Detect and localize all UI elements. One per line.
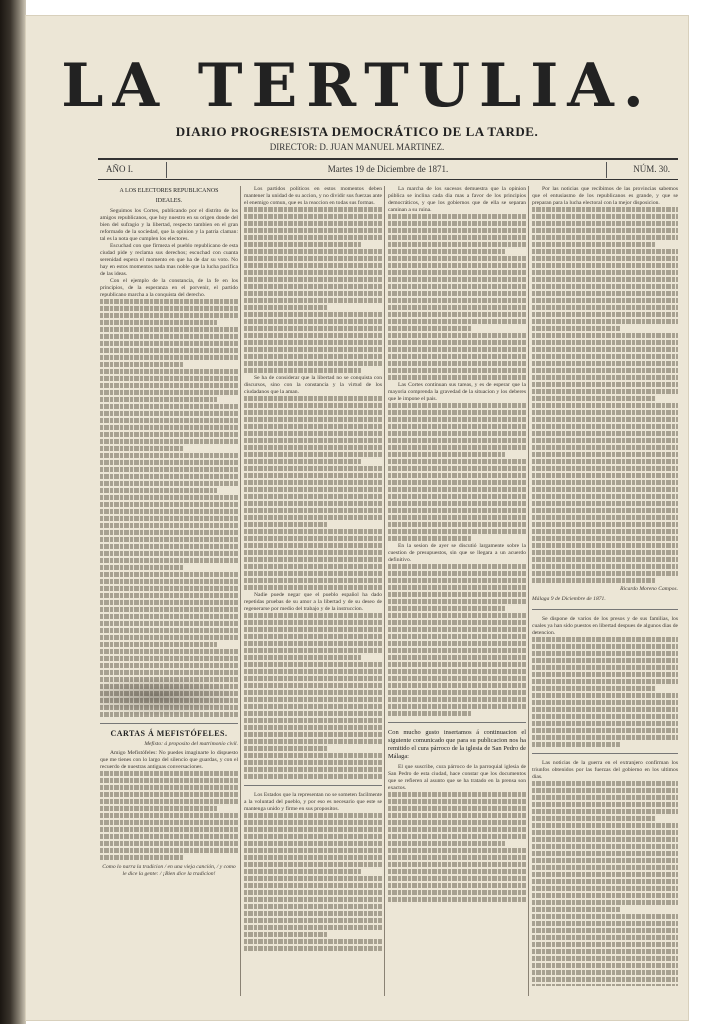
illegible-text-block <box>388 403 526 541</box>
section-divider <box>532 753 678 754</box>
info-separator <box>606 162 607 178</box>
article-paragraph: El que suscribe, cura párroco de la parroquial iglesia de San Pedro de esta ciudad, hace constar que los documentos que se refieren al asunto que se ha tratado en la prensa son exactos. <box>388 764 526 791</box>
communique-heading: Con mucho gusto insertamos á continuacion el siguiente comunicado que para su publicacion nos ha remitido el cura párroco de la iglesia de San Pedro de Málaga: <box>388 729 526 760</box>
article-paragraph: Los Estados que la representan no se someten facilmente a la voluntad del pueblo, y por eso es necesario que este se mantenga unido y firme en sus propositos. <box>244 792 382 812</box>
illegible-text-block <box>244 813 382 951</box>
article-column-4 <box>532 186 678 986</box>
illegible-text-block <box>388 792 526 902</box>
article-subheading: IDEALES. <box>155 198 183 204</box>
article-paragraph: La marcha de los sucesos demuestra que la opinion pública se inclina cada dia mas a favor de los principios democráticos, y que los gobiernos que de ella se separan caminan a su ruina. <box>388 186 526 213</box>
issue-year: AÑO I. <box>106 164 133 174</box>
section-divider <box>388 722 526 723</box>
illegible-text-block <box>100 299 238 717</box>
article-paragraph: En la sesion de ayer se discutió largamente sobre la cuestion de presupuestos, sin que se llegara a un acuerdo definitivo. <box>388 543 526 563</box>
article-paragraph: Nadie puede negar que el pueblo español ha dado repetidas pruebas de su amor a la libertad y de su deseo de regenerarse por medio del trabajo y de la instruccion. <box>244 592 382 612</box>
letters-dedication: Mefisto: á proposito del matrimonio civil. <box>144 741 238 747</box>
masthead-title: LA TERTULIA. <box>61 51 653 121</box>
illegible-text-block <box>532 781 678 986</box>
ink-stain <box>100 676 240 716</box>
article-paragraph: Con el ejemplo de la constancia, de la fe en los principios, de la esperanza en el porvenir, el partido republicano marcha a la conquista del derecho. <box>100 278 238 298</box>
dateline: Málaga 9 de Diciembre de 1871. <box>532 596 606 602</box>
illegible-text-block <box>100 771 238 860</box>
column-rule <box>528 186 529 996</box>
column-rule <box>384 186 385 996</box>
article-paragraph: Se dispone de varios de los presos y de sus familias, los cuales ya han sido puestos en libertad despues de algunos dias de detencion. <box>532 616 678 636</box>
article-paragraph: Los partidos políticos en estos momentos deben mantener la unidad de su accion, y no dividir sus fuerzas ante el enemigo comun, que es la reaccion en todas sus formas. <box>244 186 382 206</box>
article-column-2 <box>244 186 382 986</box>
illegible-text-block <box>532 637 678 747</box>
article-column-1 <box>100 186 238 986</box>
newspaper-page <box>26 16 688 1020</box>
illegible-text-block <box>532 207 678 583</box>
issue-number: NÚM. 30. <box>633 164 670 174</box>
issue-info-bar <box>98 162 678 178</box>
book-binding <box>0 0 26 1024</box>
illegible-text-block <box>244 396 382 590</box>
article-paragraph: Seguimos los Cortes, publicando por el distrito de los amigos republicanos, que hoy nuestro en su origen donde del bien del sufragio y la libertad, respecto tambien en el gran reformado de la sociedad, que la opinion y la patria claman: tal es la nota que cumplen los electores. <box>100 208 238 242</box>
article-paragraph: Amigo Mefistófeles: No puedes imaginarte lo dispuesto que me tienes con lo largo del silencio que guardas, y con el recuerdo de nuestras antiguas conversaciones. <box>100 750 238 770</box>
article-paragraph: Las noticias de la guerra en el extranjero confirman los triunfos obtenidos por las fuerzas del gobierno en los ultimos dias. <box>532 760 678 780</box>
article-paragraph: Las Cortes continuan sus tareas, y es de esperar que la mayoria comprenda la gravedad de la situacion y los deberes que le impone el pais. <box>388 382 526 402</box>
illegible-text-block <box>244 207 382 373</box>
header-rule-bottom <box>98 179 678 180</box>
section-divider <box>532 609 678 610</box>
illegible-text-block <box>388 214 526 380</box>
article-column-3 <box>388 186 526 986</box>
section-divider <box>100 723 238 724</box>
illegible-text-block <box>244 613 382 779</box>
info-separator <box>166 162 167 178</box>
issue-date: Martes 19 de Diciembre de 1871. <box>327 164 449 174</box>
illegible-text-block <box>388 564 526 716</box>
article-paragraph: Por las noticias que recibimos de las provincias sabemos que el entusiasmo de los republicanos es grande, y que se preparan para la lucha electoral con la mejor disposicion. <box>532 186 678 206</box>
header-rule-top <box>98 158 678 160</box>
masthead-director: DIRECTOR: D. JUAN MANUEL MARTINEZ. <box>269 142 445 152</box>
signature: Ricardo Moreno Campos. <box>620 586 678 592</box>
letters-heading: CARTAS Á MEFISTÓFELES. <box>110 729 228 738</box>
column-rule <box>240 186 241 996</box>
article-paragraph: Escuchad con que firmeza el pueblo republicano de esta ciudad pide y reclama sus derechos; escuchad con cuanta serenidad espera el momento en que ha de dar su voto. No hay en estos momentos nada mas noble que la lucha pacifica de las ideas. <box>100 243 238 277</box>
verse: Como lo narra la tradicion / en una vieja canción, / y como le dice la gente: / ¡Bien dice la tradicion! <box>102 864 236 877</box>
article-paragraph: Se ha de considerar que la libertad no se conquista con discursos, sino con la constancia y la virtud de los ciudadanos que la aman. <box>244 375 382 395</box>
article-heading: A LOS ELECTORES REPUBLICANOS <box>119 188 219 194</box>
section-divider <box>244 785 382 786</box>
masthead-subtitle: DIARIO PROGRESISTA DEMOCRÁTICO DE LA TARDE. <box>175 124 539 139</box>
